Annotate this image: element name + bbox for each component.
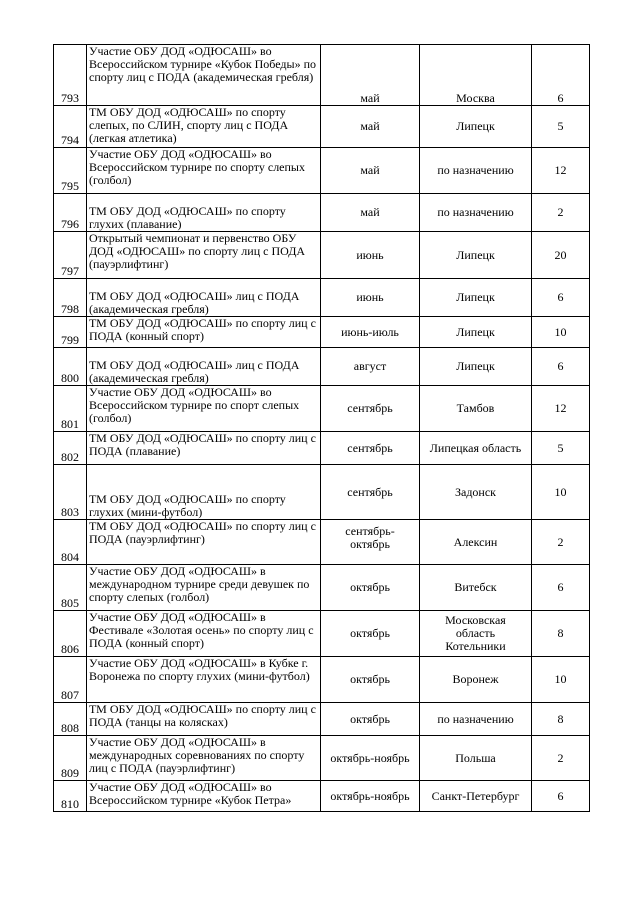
event-place: Тамбов: [420, 386, 532, 432]
event-description: Участие ОБУ ДОД «ОДЮСАШ» в Кубке г. Воронежа по спорту глухих (мини-футбол): [87, 657, 321, 703]
schedule-table: [53, 44, 590, 812]
event-description: ТМ ОБУ ДОД «ОДЮСАШ» по спорту лиц с ПОДА (конный спорт): [87, 317, 321, 348]
event-month: июнь: [321, 279, 420, 317]
event-month: октябрь: [321, 611, 420, 657]
event-description: Участие ОБУ ДОД «ОДЮСАШ» во Всероссийском турнире по спорту слепых (голбол): [87, 148, 321, 194]
table-row: [54, 194, 590, 232]
participant-count: 6: [532, 781, 590, 812]
event-place: Липецк: [420, 348, 532, 386]
table-row: [54, 148, 590, 194]
table-row: [54, 611, 590, 657]
row-number: 795: [54, 148, 87, 194]
participant-count: 5: [532, 432, 590, 465]
event-description: Участие ОБУ ДОД «ОДЮСАШ» в международном турнире среди девушек по спорту слепых (голбол): [87, 565, 321, 611]
event-month: май: [321, 194, 420, 232]
table-row: [54, 565, 590, 611]
row-number: 805: [54, 565, 87, 611]
row-number: 807: [54, 657, 87, 703]
participant-count: 8: [532, 611, 590, 657]
participant-count: 12: [532, 386, 590, 432]
event-place: по назначению: [420, 148, 532, 194]
table-row: [54, 106, 590, 148]
event-month: июнь: [321, 232, 420, 279]
table-row: [54, 45, 590, 106]
event-description: Участие ОБУ ДОД «ОДЮСАШ» в международных соревнованиях по спорту лиц с ПОДА (пауэрлифтинг): [87, 736, 321, 781]
event-place: Санкт-Петербург: [420, 781, 532, 812]
event-month: октябрь: [321, 657, 420, 703]
event-description: ТМ ОБУ ДОД «ОДЮСАШ» по спорту глухих (мини-футбол): [87, 465, 321, 520]
table-row: [54, 386, 590, 432]
event-month: май: [321, 45, 420, 106]
participant-count: 5: [532, 106, 590, 148]
event-month: сентябрь: [321, 432, 420, 465]
row-number: 802: [54, 432, 87, 465]
event-description: Участие ОБУ ДОД «ОДЮСАШ» в Фестивале «Золотая осень» по спорту лиц с ПОДА (конный спорт): [87, 611, 321, 657]
table-row: [54, 232, 590, 279]
event-month: май: [321, 106, 420, 148]
participant-count: 6: [532, 279, 590, 317]
participant-count: 12: [532, 148, 590, 194]
participant-count: 2: [532, 520, 590, 565]
event-place: Липецк: [420, 106, 532, 148]
row-number: 809: [54, 736, 87, 781]
event-description: Участие ОБУ ДОД «ОДЮСАШ» во Всероссийском турнире по спорт слепых (голбол): [87, 386, 321, 432]
table-row: [54, 520, 590, 565]
event-month: август: [321, 348, 420, 386]
event-place: Воронеж: [420, 657, 532, 703]
row-number: 797: [54, 232, 87, 279]
event-place: Липецкая область: [420, 432, 532, 465]
event-place: Московская область Котельники: [420, 611, 532, 657]
participant-count: 20: [532, 232, 590, 279]
event-description: ТМ ОБУ ДОД «ОДЮСАШ» по спорту слепых, по СЛИН, спорту лиц с ПОДА (легкая атлетика): [87, 106, 321, 148]
row-number: 801: [54, 386, 87, 432]
participant-count: 6: [532, 45, 590, 106]
participant-count: 10: [532, 657, 590, 703]
table-row: [54, 657, 590, 703]
row-number: 800: [54, 348, 87, 386]
table-row: [54, 317, 590, 348]
event-place: Витебск: [420, 565, 532, 611]
participant-count: 8: [532, 703, 590, 736]
participant-count: 6: [532, 565, 590, 611]
row-number: 799: [54, 317, 87, 348]
table-row: [54, 432, 590, 465]
event-month: октябрь: [321, 565, 420, 611]
event-place: по назначению: [420, 703, 532, 736]
event-month: сентябрь- октябрь: [321, 520, 420, 565]
event-place: Липецк: [420, 317, 532, 348]
event-description: Участие ОБУ ДОД «ОДЮСАШ» во Всероссийском турнире «Кубок Победы» по спорту лиц с ПОДА (академическая гребля): [87, 45, 321, 106]
event-description: ТМ ОБУ ДОД «ОДЮСАШ» по спорту лиц с ПОДА (плавание): [87, 432, 321, 465]
event-description: ТМ ОБУ ДОД «ОДЮСАШ» по спорту лиц с ПОДА (пауэрлифтинг): [87, 520, 321, 565]
schedule-table-body: [54, 45, 590, 812]
event-place: Липецк: [420, 232, 532, 279]
table-row: [54, 348, 590, 386]
table-row: [54, 781, 590, 812]
event-description: ТМ ОБУ ДОД «ОДЮСАШ» по спорту лиц с ПОДА (танцы на колясках): [87, 703, 321, 736]
event-description: ТМ ОБУ ДОД «ОДЮСАШ» по спорту глухих (плавание): [87, 194, 321, 232]
event-description: ТМ ОБУ ДОД «ОДЮСАШ» лиц с ПОДА (академическая гребля): [87, 279, 321, 317]
event-place: по назначению: [420, 194, 532, 232]
event-place: Алексин: [420, 520, 532, 565]
row-number: 796: [54, 194, 87, 232]
event-month: октябрь: [321, 703, 420, 736]
row-number: 794: [54, 106, 87, 148]
event-place: Польша: [420, 736, 532, 781]
row-number: 806: [54, 611, 87, 657]
event-month: октябрь-ноябрь: [321, 781, 420, 812]
row-number: 808: [54, 703, 87, 736]
table-row: [54, 703, 590, 736]
participant-count: 10: [532, 317, 590, 348]
event-place: Задонск: [420, 465, 532, 520]
event-place: Липецк: [420, 279, 532, 317]
event-description: ТМ ОБУ ДОД «ОДЮСАШ» лиц с ПОДА (академическая гребля): [87, 348, 321, 386]
table-row: [54, 279, 590, 317]
participant-count: 10: [532, 465, 590, 520]
table-row: [54, 465, 590, 520]
event-month: май: [321, 148, 420, 194]
event-place: Москва: [420, 45, 532, 106]
row-number: 803: [54, 465, 87, 520]
event-description: Участие ОБУ ДОД «ОДЮСАШ» во Всероссийском турнире «Кубок Петра»: [87, 781, 321, 812]
row-number: 798: [54, 279, 87, 317]
event-month: октябрь-ноябрь: [321, 736, 420, 781]
event-month: сентябрь: [321, 465, 420, 520]
row-number: 793: [54, 45, 87, 106]
participant-count: 2: [532, 194, 590, 232]
event-description: Открытый чемпионат и первенство ОБУ ДОД «ОДЮСАШ» по спорту лиц с ПОДА (пауэрлифтинг): [87, 232, 321, 279]
row-number: 804: [54, 520, 87, 565]
table-row: [54, 736, 590, 781]
event-month: июнь-июль: [321, 317, 420, 348]
participant-count: 2: [532, 736, 590, 781]
participant-count: 6: [532, 348, 590, 386]
event-month: сентябрь: [321, 386, 420, 432]
row-number: 810: [54, 781, 87, 812]
